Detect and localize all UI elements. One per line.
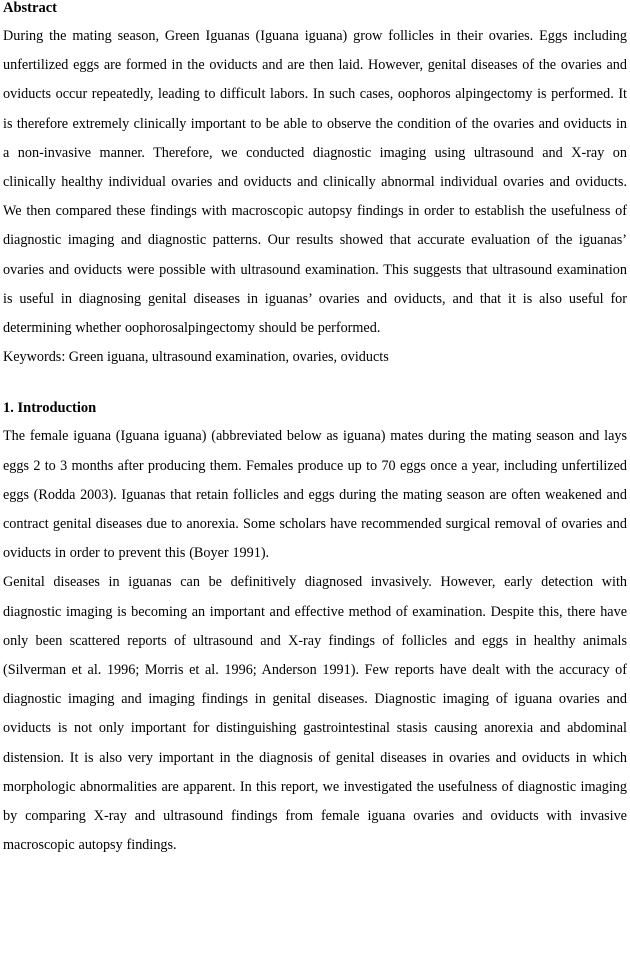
- abstract-heading: Abstract: [3, 0, 57, 16]
- abstract-body: During the mating season, Green Iguanas (Iguana iguana) grow follicles in their ovaries. Eggs including unfertilized eggs are formed in the oviducts and are then laid. However, genital diseases of the ovaries and oviducts occur repeatedly, leading to difficult labors. In such cases, oophoros alpingectomy is performed. It is therefore extremely clinically important to be able to observe the condition of the ovaries and oviducts in a non-invasive manner. Therefore, we conducted diagnostic imaging using ultrasound and X-ray on clinically healthy individual ovaries and oviducts and clinically abnormal individual ovaries and oviducts. We then compared these findings with macroscopic autopsy findings in order to establish the usefulness of diagnostic imaging and diagnostic patterns. Our results showed that accurate evaluation of the iguanas’ ovaries and oviducts were possible with ultrasound examination. This suggests that ultrasound examination is useful in diagnosing genital diseases in iguanas’ ovaries and oviducts, and that it is also useful for determining whether oophorosalpingectomy should be performed.: [3, 28, 627, 337]
- introduction-paragraph-2: Genital diseases in iguanas can be definitively diagnosed invasively. However, early detection with diagnostic imaging is becoming an important and effective method of examination. Despite this, there have only been scattered reports of ultrasound and X-ray findings of follicles and eggs in healthy animals (Silverman et al. 1996; Morris et al. 1996; Anderson 1991). Few reports have dealt with the accuracy of diagnostic imaging and imaging findings in genital diseases. Diagnostic imaging of iguana ovaries and oviducts is not only important for distinguishing gastrointestinal stasis causing anorexia and abdominal distension. It is also very important in the diagnosis of genital diseases in ovaries and oviducts in which morphologic abnormalities are apparent. In this report, we investigated the usefulness of diagnostic imaging by comparing X-ray and ultrasound findings from female iguana ovaries and oviducts with invasive macroscopic autopsy findings.: [3, 574, 627, 854]
- introduction-section: [3, 400, 627, 860]
- abstract-section: [3, 0, 627, 372]
- keywords-line: Keywords: Green iguana, ultrasound examination, ovaries, oviducts: [3, 349, 389, 366]
- introduction-paragraph-1: The female iguana (Iguana iguana) (abbreviated below as iguana) mates during the mating season and lays eggs 2 to 3 months after producing them. Females produce up to 70 eggs once a year, including unfertilized eggs (Rodda 2003). Iguanas that retain follicles and eggs during the mating season are often weakened and contract genital diseases due to anorexia. Some scholars have recommended surgical removal of ovaries and oviducts in order to prevent this (Boyer 1991).: [3, 428, 627, 562]
- introduction-heading: 1. Introduction: [3, 400, 97, 417]
